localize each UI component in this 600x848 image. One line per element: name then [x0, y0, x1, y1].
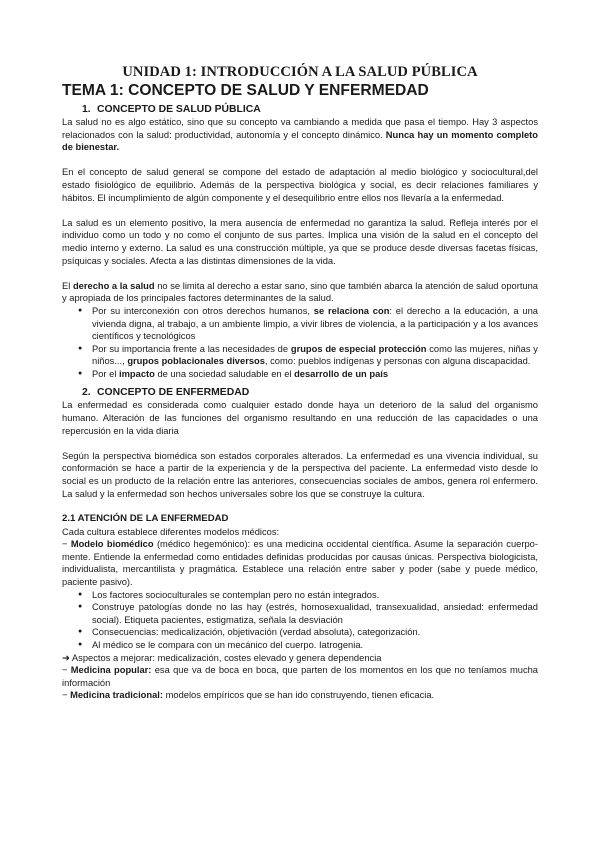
list-item: ● Por el impacto de una sociedad saludable en el desarrollo de un país: [78, 368, 538, 381]
document-body: [62, 103, 538, 702]
list-item: ● Por su importancia frente a las necesidades de grupos de especial protección como las mujeres, niñas y niños..., grupos poblacionales diversos, como: pueblos indígenas y personas con alguna discapacidad.: [78, 343, 538, 368]
unit-title: UNIDAD 1: INTRODUCCIÓN A LA SALUD PÚBLICA: [122, 64, 478, 80]
paragraph: − Medicina tradicional: modelos empíricos que se han ido construyendo, tienen eficacia.: [62, 690, 435, 701]
list-item: ● Consecuencias: medicalización, objetivación (verdad absoluta), categorización.: [78, 626, 538, 639]
paragraph: La enfermedad es considerada como cualquier estado donde haya un deterioro de la salud del organismo humano. Alteración de las funciones del organismo resultando en una reducción de las capacidades o una repercusión en la vida diaria: [62, 400, 538, 436]
subsection-heading: 2.1 ATENCIÓN DE LA ENFERMEDAD: [62, 512, 229, 524]
bullet-list: [78, 305, 538, 381]
list-item: ● Los factores socioculturales se contemplan pero no están integrados.: [78, 589, 538, 602]
paragraph: En el concepto de salud general se compone del estado de adaptación al medio biológico y sociocultural,del estado fisiológico de equilibrio. Además de la perspectiva biológica y social, es decir relaciones familiares y hábitos. El incumplimiento de algún componente y el desequilibrio entre ellos nos llevaría a la enfermedad.: [62, 167, 538, 203]
list-item: ● Construye patologías donde no las hay (estrés, homosexualidad, transexualidad, ansiedad: enfermedad social). Etiqueta pacientes, estigmatiza, señala la desviación: [78, 601, 538, 626]
paragraph: − Medicina popular: esa que va de boca en boca, que parten de los momentos en los que no teníamos mucha información: [62, 665, 539, 688]
paragraph: El derecho a la salud no se limita al derecho a estar sano, sino que también abarca la atención de salud oportuna y apropiada de los principales factores determinantes de la salud.: [62, 280, 539, 304]
paragraph: La salud no es algo estático, sino que su concepto va cambiando a medida que pasa el tiempo. Hay 3 aspectos relacionados con la salud: productividad, autonomía y el concepto dinámico. Nunca hay un momento completo de bienestar.: [62, 117, 538, 153]
bullet-list: [78, 589, 538, 652]
paragraph: − Modelo biomédico (médico hegemónico): es una medicina occidental científica. Asume la separación cuerpo-mente. Entiende la enfermedad como entidades definidas producidas por causas únicas. Perspectiva biologicista, individualista, mercantilista y pragmática. Establece una relación entre saber y poder (sabe y puede médico, paciente pasivo).: [62, 539, 538, 587]
list-item: ● Por su interconexión con otros derechos humanos, se relaciona con: el derecho a la educación, a una vivienda digna, al trabajo, a un ambiente limpio, a vivir libres de violencia, a la participación y a los avances científicos y tecnológicos: [78, 305, 538, 343]
paragraph: Cada cultura establece diferentes modelos médicos:: [62, 526, 280, 537]
section-heading-2: 2. CONCEPTO DE ENFERMEDAD: [82, 387, 250, 399]
topic-title: TEMA 1: CONCEPTO DE SALUD Y ENFERMEDAD: [62, 82, 429, 99]
paragraph: Según la perspectiva biomédica son estados corporales alterados. La enfermedad es una vivencia individual, su conformación se hace a partir de la experiencia y de la perspectiva del paciente. La enfermedad visto desde lo social es un producto de la relación entre las anteriores, consecuencias sociales de ambos, genera rol enfermero. La salud y la enfermedad son hechos universales sobre los que se construye la cultura.: [62, 450, 538, 499]
list-item: ● Al médico se le compara con un mecánico del cuerpo. Iatrogenia.: [78, 639, 538, 652]
paragraph: La salud es un elemento positivo, la mera ausencia de enfermedad no garantiza la salud. Refleja interés por el individuo como un todo y no como el conjunto de sus partes. Implica una visión de la salud en el concepto del medio interno y externo. La salud es una construcción múltiple, ya que se produce desde diversas facetas físicas, psíquicas y sociales. Afecta a las distintas dimensiones de la vida.: [62, 217, 538, 266]
section-heading-1: 1. CONCEPTO DE SALUD PÚBLICA: [82, 104, 261, 115]
arrow-note: ➜ Aspectos a mejorar: medicalización, costes elevado y genera dependencia: [62, 652, 382, 663]
